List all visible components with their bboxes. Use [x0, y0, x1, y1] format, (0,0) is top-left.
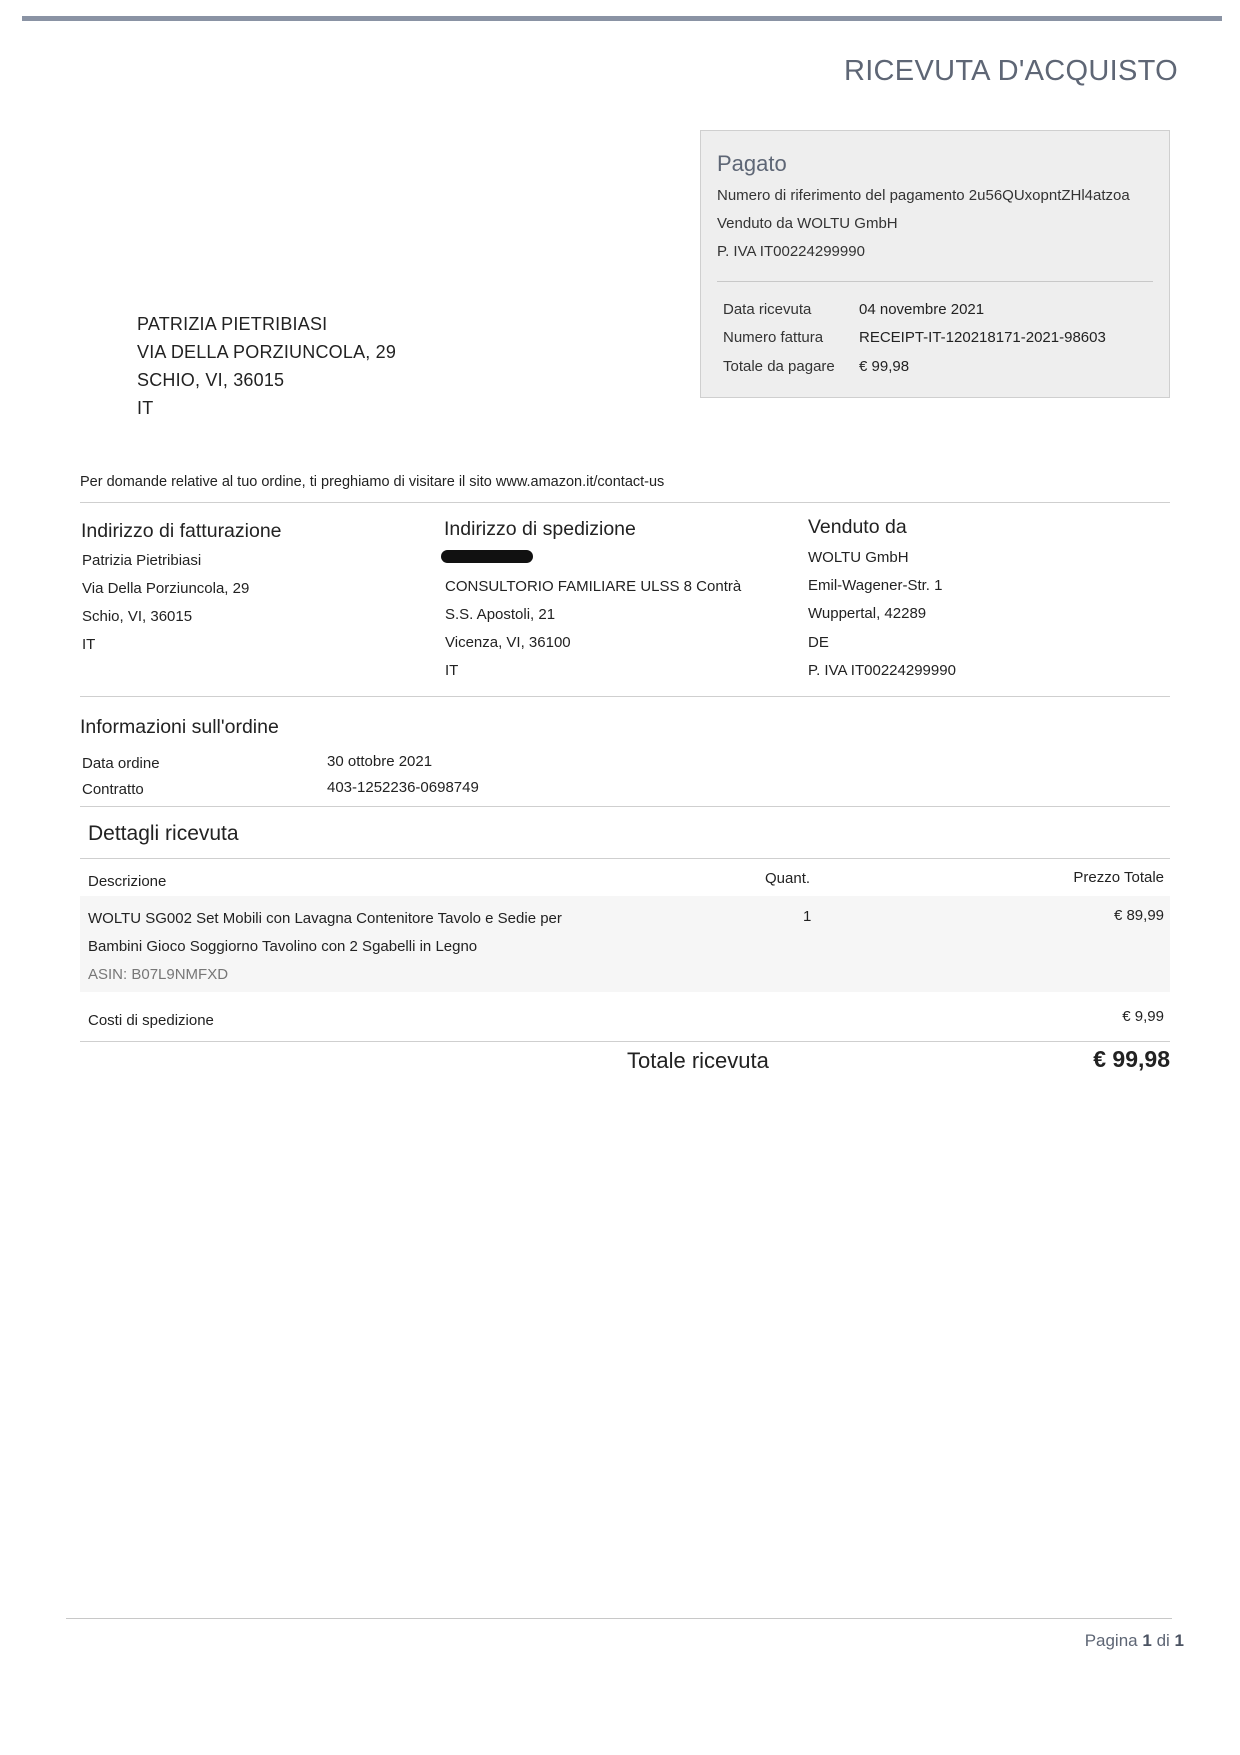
seller-line: Emil-Wagener-Str. 1	[808, 577, 943, 594]
order-info-title: Informazioni sull'ordine	[80, 716, 279, 738]
shipping-cost-label: Costi di spedizione	[88, 1012, 214, 1029]
shipping-line: Vicenza, VI, 36100	[445, 634, 571, 651]
payment-divider	[717, 281, 1153, 282]
seller-line: Wuppertal, 42289	[808, 605, 927, 622]
invoice-number-label: Numero fattura	[723, 329, 824, 346]
item-price: € 89,99	[1113, 907, 1164, 924]
seller-line: WOLTU GmbH	[808, 549, 909, 566]
payment-status: Pagato	[717, 151, 787, 176]
shipping-line: CONSULTORIO FAMILIARE ULSS 8 Contrà	[445, 578, 742, 595]
customer-country: IT	[137, 398, 154, 418]
item-description-line2: Bambini Gioco Soggiorno Tavolino con 2 Sgabelli in Legno	[88, 938, 478, 955]
column-quantity: Quant.	[765, 870, 811, 887]
customer-name: PATRIZIA PIETRIBIASI	[137, 314, 328, 334]
receipt-date-label: Data ricevuta	[723, 301, 812, 318]
receipt-total-label: Totale ricevuta	[627, 1048, 769, 1073]
contract-label: Contratto	[82, 781, 144, 798]
amount-due-value: € 99,98	[859, 358, 910, 375]
item-asin: ASIN: B07L9NMFXD	[88, 966, 229, 983]
payment-vat: P. IVA IT00224299990	[717, 243, 865, 260]
billing-title: Indirizzo di fatturazione	[81, 520, 282, 542]
item-description-line1: WOLTU SG002 Set Mobili con Lavagna Contenitore Tavolo e Sedie per	[88, 910, 562, 927]
contact-note: Per domande relative al tuo ordine, ti preghiamo di visitare il sito www.amazon.it/contact-us	[80, 474, 665, 490]
column-description: Descrizione	[88, 873, 167, 890]
page-current: 1	[1142, 1631, 1152, 1650]
section-divider	[80, 502, 1170, 503]
details-divider	[80, 858, 1170, 859]
page-word: Pagina	[1084, 1631, 1138, 1650]
payment-summary-box	[700, 130, 1170, 398]
billing-line: Patrizia Pietribiasi	[82, 552, 202, 569]
customer-street: VIA DELLA PORZIUNCOLA, 29	[137, 342, 397, 362]
seller-line: P. IVA IT00224299990	[808, 662, 956, 679]
document-title: RICEVUTA D'ACQUISTO	[843, 55, 1178, 87]
invoice-number-value: RECEIPT-IT-120218171-2021-98603	[859, 329, 1106, 346]
footer-divider	[66, 1618, 1172, 1619]
receipt-total-value: € 99,98	[1093, 1046, 1170, 1072]
payment-reference: Numero di riferimento del pagamento 2u56QUxopntZHl4atzoa	[717, 187, 1130, 204]
payment-sold-by: Venduto da WOLTU GmbH	[717, 215, 898, 232]
shipping-title: Indirizzo di spedizione	[444, 518, 636, 540]
billing-line: Via Della Porziuncola, 29	[82, 580, 250, 597]
section-divider	[80, 696, 1170, 697]
contract-value: 403-1252236-0698749	[327, 779, 479, 796]
header-rule	[22, 16, 1222, 21]
amount-due-label: Totale da pagare	[723, 358, 835, 375]
seller-line: DE	[808, 634, 829, 651]
item-quantity: 1	[803, 908, 812, 925]
customer-city: SCHIO, VI, 36015	[137, 370, 285, 390]
of-word: di	[1156, 1631, 1170, 1650]
order-date-value: 30 ottobre 2021	[327, 753, 433, 770]
section-divider	[80, 806, 1170, 807]
order-date-label: Data ordine	[82, 755, 160, 772]
receipt-date-value: 04 novembre 2021	[859, 301, 985, 318]
shipping-line: IT	[445, 662, 459, 679]
seller-title: Venduto da	[808, 516, 907, 538]
billing-line: IT	[82, 636, 96, 653]
redacted-recipient-name	[441, 550, 533, 563]
column-total-price: Prezzo Totale	[1073, 869, 1164, 886]
details-title: Dettagli ricevuta	[88, 822, 239, 845]
shipping-line: S.S. Apostoli, 21	[445, 606, 556, 623]
shipping-cost-value: € 9,99	[1122, 1008, 1164, 1025]
page-number	[1085, 1631, 1184, 1651]
total-divider	[80, 1041, 1170, 1042]
page-total: 1	[1174, 1631, 1184, 1650]
billing-line: Schio, VI, 36015	[82, 608, 193, 625]
